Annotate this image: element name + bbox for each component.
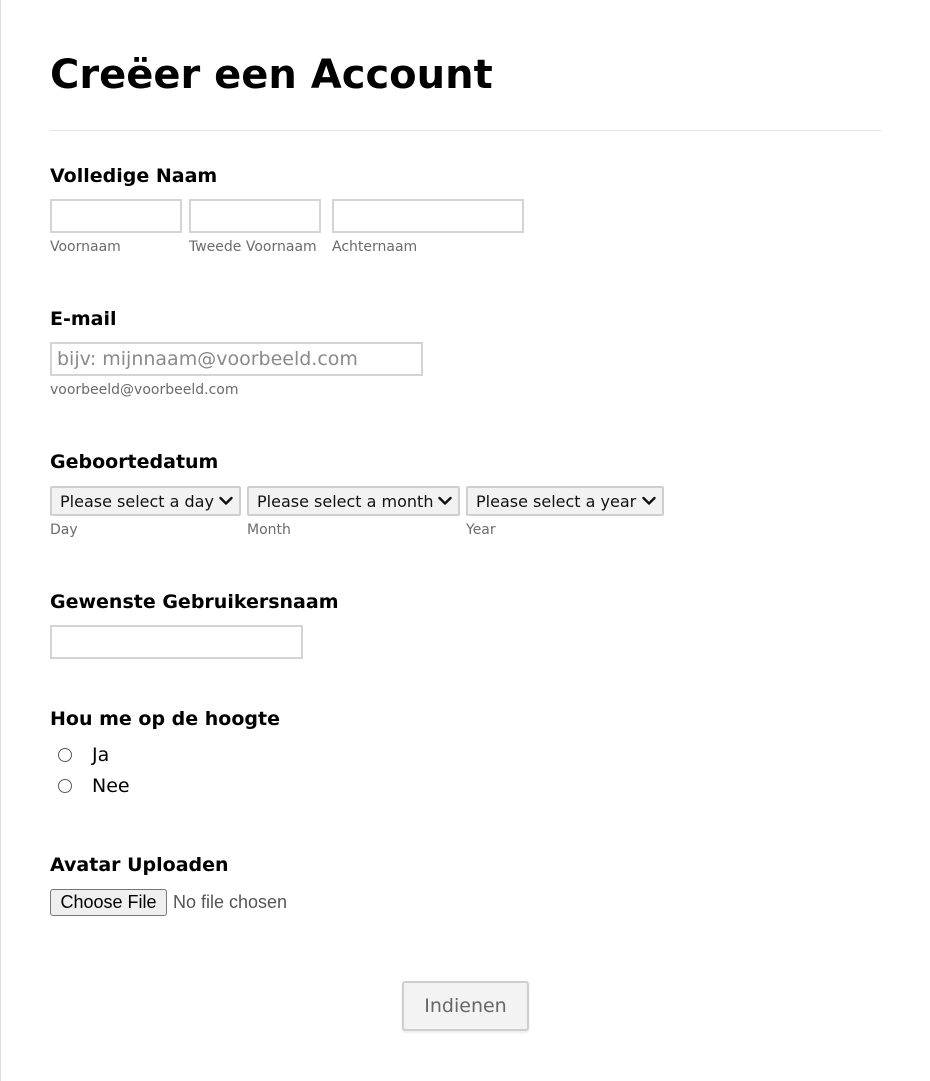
- radio-option-nee[interactable]: [50, 774, 130, 798]
- last-name-sublabel: Achternaam: [332, 239, 418, 255]
- radio-option-ja[interactable]: [50, 743, 109, 767]
- chevron-down-icon: [219, 496, 233, 506]
- page-edge-line: [0, 0, 1, 1081]
- month-sublabel: Month: [247, 522, 291, 538]
- first-name-input[interactable]: [50, 199, 182, 233]
- day-select-value: Please select a day: [60, 491, 214, 511]
- username-input[interactable]: [50, 625, 303, 659]
- radio-label-nee: Nee: [92, 775, 130, 797]
- username-label: Gewenste Gebruikersnaam: [50, 591, 339, 613]
- birthdate-label: Geboortedatum: [50, 451, 219, 473]
- radio-button[interactable]: [58, 748, 72, 762]
- day-select[interactable]: [50, 486, 241, 516]
- radio-label-ja: Ja: [92, 744, 110, 766]
- newsletter-label: Hou me op de hoogte: [50, 708, 280, 730]
- day-sublabel: Day: [50, 522, 78, 538]
- submit-button[interactable]: Indienen: [402, 981, 529, 1031]
- month-select[interactable]: [247, 486, 460, 516]
- year-sublabel: Year: [466, 522, 496, 538]
- email-label: E-mail: [50, 308, 117, 330]
- page-title: Creëer een Account: [50, 52, 493, 98]
- month-select-value: Please select a month: [257, 491, 434, 511]
- year-select-value: Please select a year: [476, 491, 637, 511]
- chevron-down-icon: [642, 496, 656, 506]
- file-status-text: No file chosen: [173, 892, 288, 912]
- full-name-label: Volledige Naam: [50, 165, 218, 187]
- chevron-down-icon: [438, 496, 452, 506]
- last-name-input[interactable]: [332, 199, 524, 233]
- choose-file-button[interactable]: Choose File: [50, 889, 167, 916]
- year-select[interactable]: [466, 486, 664, 516]
- middle-name-sublabel: Tweede Voornaam: [189, 239, 317, 255]
- radio-button[interactable]: [58, 779, 72, 793]
- email-field[interactable]: [50, 342, 423, 376]
- first-name-sublabel: Voornaam: [50, 239, 121, 255]
- middle-name-input[interactable]: [189, 199, 321, 233]
- email-sublabel: voorbeeld@voorbeeld.com: [50, 382, 239, 398]
- avatar-label: Avatar Uploaden: [50, 854, 229, 876]
- title-divider: [50, 130, 881, 131]
